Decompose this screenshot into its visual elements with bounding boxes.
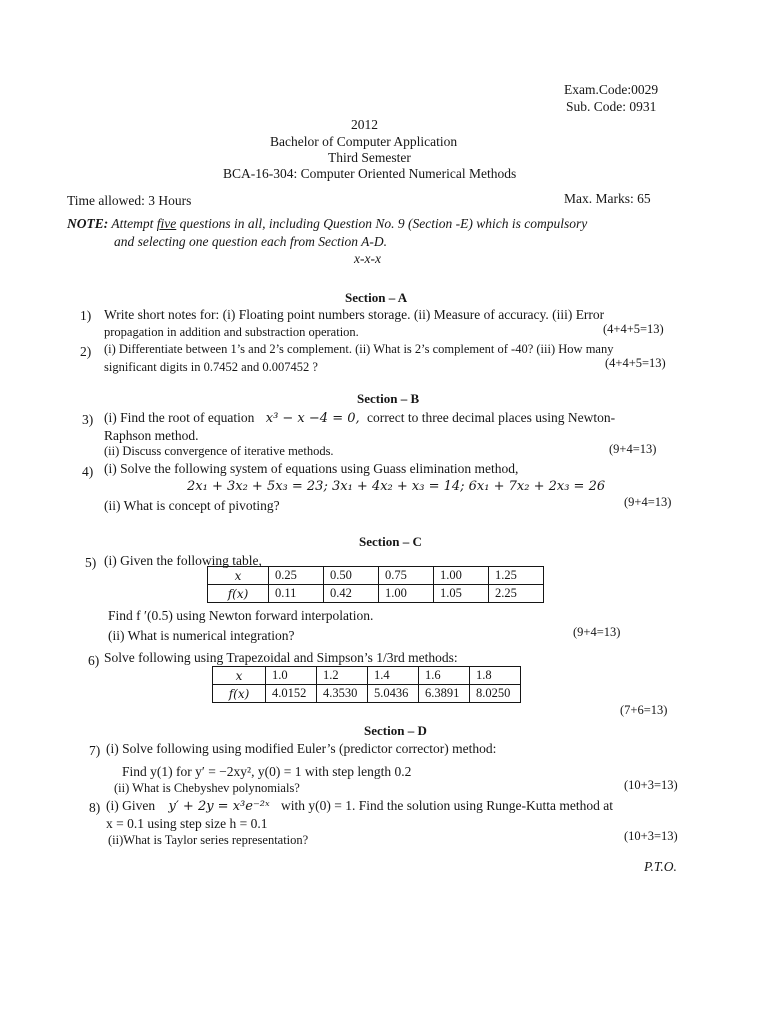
q4-marks: (9+4=13) (624, 495, 672, 509)
q5-marks: (9+4=13) (573, 625, 621, 639)
q5-line-1: (i) Given the following table, (104, 553, 262, 568)
table-cell: x (208, 567, 269, 585)
exam-year: 2012 (351, 117, 378, 132)
table-cell: 5.0436 (368, 685, 419, 703)
q8-line-1 (106, 798, 613, 814)
q3-marks: (9+4=13) (609, 442, 657, 456)
q5-table (207, 566, 544, 603)
note-text-five: five (156, 216, 177, 231)
table-cell: 1.0 (266, 667, 317, 685)
q3-line-3: (ii) Discuss convergence of iterative methods. (104, 444, 334, 458)
q1-marks: (4+4+5=13) (603, 322, 664, 336)
table-cell: 1.2 (317, 667, 368, 685)
q7-line-1: (i) Solve following using modified Euler’s (predictor corrector) method: (106, 741, 497, 756)
table-cell: 6.3891 (419, 685, 470, 703)
page-turn-over: P.T.O. (644, 859, 677, 874)
table-cell: 8.0250 (470, 685, 521, 703)
table-cell: 1.6 (419, 667, 470, 685)
section-b-title: Section – B (357, 391, 420, 406)
q2-number: 2) (80, 344, 92, 359)
table-cell: 0.75 (379, 567, 434, 585)
table-cell: 0.50 (324, 567, 379, 585)
table-cell: 1.4 (368, 667, 419, 685)
table-cell: f(x) (213, 685, 266, 703)
q1-number: 1) (80, 308, 92, 323)
separator: x-x-x (354, 251, 381, 266)
table-cell: 1.25 (489, 567, 544, 585)
q6-marks: (7+6=13) (620, 703, 668, 717)
q4-line-1: (i) Solve the following system of equations using Guass elimination method, (104, 461, 519, 476)
q5-number: 5) (85, 555, 97, 570)
q3-line-1 (104, 410, 615, 426)
section-a-title: Section – A (345, 290, 408, 305)
table-cell: 0.42 (324, 585, 379, 603)
q8-equation: y′ + 2y = x³e⁻²ˣ (168, 799, 270, 814)
q1-line-1: Write short notes for: (i) Floating point numbers storage. (ii) Measure of accuracy. (iii) Error (104, 307, 605, 322)
q3-line-2: Raphson method. (104, 428, 199, 443)
sub-code: Sub. Code: 0931 (566, 99, 657, 114)
course-title: BCA-16-304: Computer Oriented Numerical Methods (223, 166, 517, 181)
q3-number: 3) (82, 412, 94, 427)
table-cell: x (213, 667, 266, 685)
note-line-1 (67, 216, 587, 232)
q4-line-3: (ii) What is concept of pivoting? (104, 498, 280, 513)
q5-line-3: (ii) What is numerical integration? (108, 628, 295, 643)
table-cell: 4.3530 (317, 685, 368, 703)
table-cell: 1.8 (470, 667, 521, 685)
q1-line-2: propagation in addition and substraction operation. (104, 325, 359, 339)
table-row (213, 667, 521, 685)
table-cell: 4.0152 (266, 685, 317, 703)
table-cell: 2.25 (489, 585, 544, 603)
table-cell: 0.25 (269, 567, 324, 585)
q6-table (212, 666, 521, 703)
q8-line-3: (ii)What is Taylor series representation? (108, 833, 309, 847)
q3-text-b: correct to three decimal places using Newton- (367, 410, 616, 425)
q3-equation: x³ − x −4 = 0, (265, 411, 360, 426)
note-line-2: and selecting one question each from Section A-D. (114, 234, 387, 249)
q8-line-2: x = 0.1 using step size h = 0.1 (106, 816, 268, 831)
q3-text-a: (i) Find the root of equation (104, 410, 255, 425)
degree-title: Bachelor of Computer Application (270, 134, 458, 149)
table-cell: 1.05 (434, 585, 489, 603)
q7-line-3: (ii) What is Chebyshev polynomials? (114, 781, 300, 795)
table-row (208, 567, 544, 585)
q6-line-1: Solve following using Trapezoidal and Simpson’s 1/3rd methods: (104, 650, 458, 665)
q8-text-b: with y(0) = 1. Find the solution using Runge-Kutta method at (281, 798, 613, 813)
section-d-title: Section – D (364, 723, 427, 738)
semester: Third Semester (328, 150, 411, 165)
table-cell: f(x) (208, 585, 269, 603)
section-c-title: Section – C (359, 534, 422, 549)
q2-line-1: (i) Differentiate between 1’s and 2’s complement. (ii) What is 2’s complement of -40? (iii) How many (104, 342, 614, 356)
q6-number: 6) (88, 653, 100, 668)
q8-text-a: (i) Given (106, 798, 156, 813)
q4-number: 4) (82, 464, 94, 479)
q7-marks: (10+3=13) (624, 778, 678, 792)
max-marks: Max. Marks: 65 (564, 191, 651, 206)
table-cell: 1.00 (379, 585, 434, 603)
q2-line-2: significant digits in 0.7452 and 0.007452 ? (104, 360, 318, 374)
q5-line-2: Find f ′(0.5) using Newton forward interpolation. (108, 608, 374, 623)
table-row (213, 685, 521, 703)
note-text-c: questions in all, including Question No. 9 (Section -E) which is compulsory (179, 216, 588, 231)
time-allowed: Time allowed: 3 Hours (67, 193, 192, 208)
q8-number: 8) (89, 800, 101, 815)
note-label: NOTE: (67, 216, 109, 231)
table-row (208, 585, 544, 603)
q7-line-2: Find y(1) for y′ = −2xy², y(0) = 1 with step length 0.2 (122, 764, 412, 779)
note-text-a: Attempt (111, 216, 154, 231)
exam-code: Exam.Code:0029 (564, 82, 659, 97)
table-cell: 1.00 (434, 567, 489, 585)
q2-marks: (4+4+5=13) (605, 356, 666, 370)
q7-number: 7) (89, 743, 101, 758)
table-cell: 0.11 (269, 585, 324, 603)
q4-equations: 2x₁ + 3x₂ + 5x₃ = 23; 3x₁ + 4x₂ + x₃ = 14; 6x₁ + 7x₂ + 2x₃ = 26 (187, 479, 606, 494)
q8-marks: (10+3=13) (624, 829, 678, 843)
